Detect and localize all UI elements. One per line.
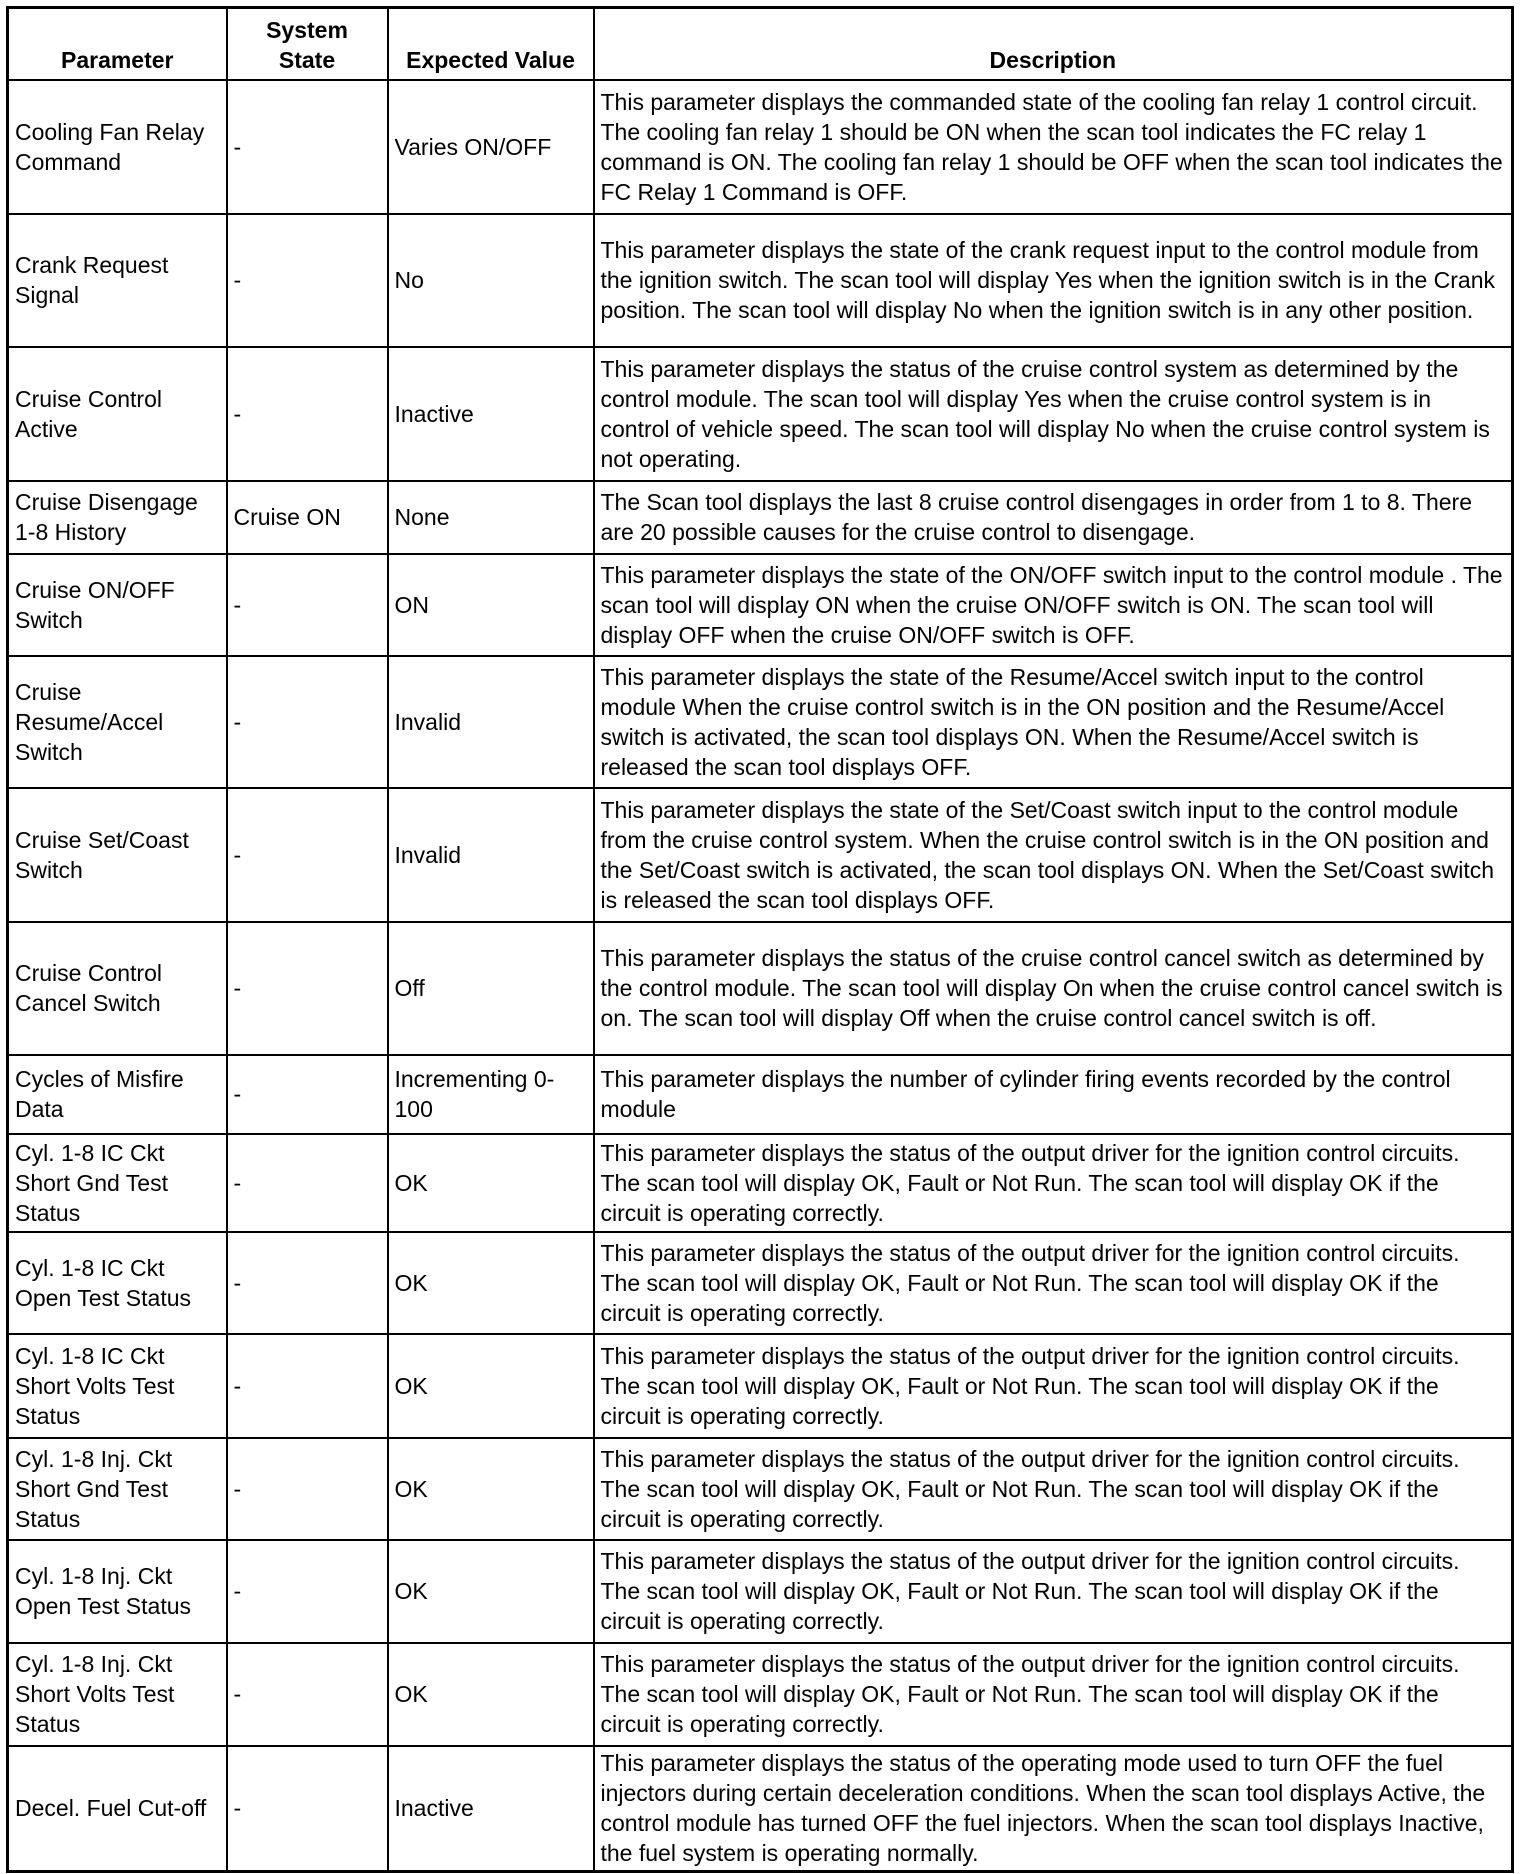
expected-value-cell: ON [388, 554, 594, 656]
description-cell: This parameter displays the status of the cruise control cancel switch as determined by the control module. The scan tool will display On when the cruise control cancel switch is on. The scan tool will display Off when the cruise control cancel switch is off. [594, 922, 1513, 1055]
description-cell: This parameter displays the state of the ON/OFF switch input to the control module . The scan tool will display ON when the cruise ON/OFF switch is ON. The scan tool will display OFF when the cruise ON/OFF switch is OFF. [594, 554, 1513, 656]
expected-value-cell: No [388, 214, 594, 347]
system-state-cell: - [227, 80, 388, 214]
expected-value-cell: Inactive [388, 347, 594, 481]
parameter-cell: Cyl. 1-8 IC Ckt Open Test Status [8, 1232, 227, 1334]
table-row [8, 1438, 1513, 1540]
header-expected-value: Expected Value [388, 8, 594, 80]
description-cell: This parameter displays the state of the crank request input to the control module from the ignition switch. The scan tool will display Yes when the ignition switch is in the Crank position. The scan tool will display No when the ignition switch is in any other position. [594, 214, 1513, 347]
system-state-cell: - [227, 656, 388, 788]
expected-value-cell: Off [388, 922, 594, 1055]
parameter-cell: Cyl. 1-8 IC Ckt Short Gnd Test Status [8, 1134, 227, 1232]
parameter-cell: Cruise Set/Coast Switch [8, 788, 227, 922]
system-state-cell: - [227, 1232, 388, 1334]
parameter-table [6, 6, 1514, 1873]
expected-value-cell: OK [388, 1540, 594, 1643]
system-state-cell: - [227, 1540, 388, 1643]
header-description: Description [594, 8, 1513, 80]
parameter-cell: Cycles of Misfire Data [8, 1055, 227, 1134]
description-cell: This parameter displays the number of cylinder firing events recorded by the control module [594, 1055, 1513, 1134]
expected-value-cell: Inactive [388, 1746, 594, 1872]
header-system-state: System State [227, 8, 388, 80]
table-row [8, 1746, 1513, 1872]
parameter-cell: Cruise Disengage 1-8 History [8, 481, 227, 554]
parameter-cell: Cooling Fan Relay Command [8, 80, 227, 214]
description-cell: This parameter displays the status of the cruise control system as determined by the control module. The scan tool will display Yes when the cruise control system is in control of vehicle speed. The scan tool will display No when the cruise control system is not operating. [594, 347, 1513, 481]
system-state-cell: - [227, 1134, 388, 1232]
expected-value-cell: Varies ON/OFF [388, 80, 594, 214]
system-state-cell: - [227, 788, 388, 922]
description-cell: This parameter displays the status of the output driver for the ignition control circuits. The scan tool will display OK, Fault or Not Run. The scan tool will display OK if the circuit is operating correctly. [594, 1438, 1513, 1540]
expected-value-cell: Invalid [388, 656, 594, 788]
table-row [8, 214, 1513, 347]
table-row [8, 922, 1513, 1055]
system-state-cell: - [227, 922, 388, 1055]
table-row [8, 347, 1513, 481]
system-state-cell: - [227, 347, 388, 481]
table-row [8, 1334, 1513, 1438]
parameter-cell: Cyl. 1-8 Inj. Ckt Open Test Status [8, 1540, 227, 1643]
parameter-cell: Cyl. 1-8 Inj. Ckt Short Volts Test Status [8, 1643, 227, 1746]
expected-value-cell: Invalid [388, 788, 594, 922]
table-row [8, 1134, 1513, 1232]
description-cell: This parameter displays the status of the operating mode used to turn OFF the fuel injectors during certain deceleration conditions. When the scan tool displays Active, the control module has turned OFF the fuel injectors. When the scan tool displays Inactive, the fuel system is operating normally. [594, 1746, 1513, 1872]
table-row [8, 1643, 1513, 1746]
expected-value-cell: Incrementing 0-100 [388, 1055, 594, 1134]
system-state-cell: Cruise ON [227, 481, 388, 554]
description-cell: This parameter displays the commanded state of the cooling fan relay 1 control circuit. The cooling fan relay 1 should be ON when the scan tool indicates the FC relay 1 command is ON. The cooling fan relay 1 should be OFF when the scan tool indicates the FC Relay 1 Command is OFF. [594, 80, 1513, 214]
table-row [8, 788, 1513, 922]
parameter-cell: Cruise Resume/Accel Switch [8, 656, 227, 788]
parameter-cell: Cyl. 1-8 IC Ckt Short Volts Test Status [8, 1334, 227, 1438]
system-state-cell: - [227, 214, 388, 347]
expected-value-cell: OK [388, 1438, 594, 1540]
system-state-cell: - [227, 1643, 388, 1746]
description-cell: This parameter displays the status of the output driver for the ignition control circuits. The scan tool will display OK, Fault or Not Run. The scan tool will display OK if the circuit is operating correctly. [594, 1232, 1513, 1334]
parameter-cell: Cruise Control Cancel Switch [8, 922, 227, 1055]
description-cell: This parameter displays the status of the output driver for the ignition control circuits. The scan tool will display OK, Fault or Not Run. The scan tool will display OK if the circuit is operating correctly. [594, 1540, 1513, 1643]
expected-value-cell: None [388, 481, 594, 554]
description-cell: This parameter displays the status of the output driver for the ignition control circuits. The scan tool will display OK, Fault or Not Run. The scan tool will display OK if the circuit is operating correctly. [594, 1134, 1513, 1232]
description-cell: This parameter displays the state of the Resume/Accel switch input to the control module When the cruise control switch is in the ON position and the Resume/Accel switch is activated, the scan tool displays ON. When the Resume/Accel switch is released the scan tool displays OFF. [594, 656, 1513, 788]
system-state-cell: - [227, 1055, 388, 1134]
table-row [8, 656, 1513, 788]
expected-value-cell: OK [388, 1334, 594, 1438]
table-row [8, 1232, 1513, 1334]
expected-value-cell: OK [388, 1232, 594, 1334]
system-state-cell: - [227, 1438, 388, 1540]
parameter-cell: Decel. Fuel Cut-off [8, 1746, 227, 1872]
header-row [8, 8, 1513, 80]
table-row [8, 1055, 1513, 1134]
table-row [8, 481, 1513, 554]
description-cell: This parameter displays the status of the output driver for the ignition control circuits. The scan tool will display OK, Fault or Not Run. The scan tool will display OK if the circuit is operating correctly. [594, 1643, 1513, 1746]
parameter-cell: Cruise Control Active [8, 347, 227, 481]
parameter-cell: Crank Request Signal [8, 214, 227, 347]
description-cell: This parameter displays the status of the output driver for the ignition control circuits. The scan tool will display OK, Fault or Not Run. The scan tool will display OK if the circuit is operating correctly. [594, 1334, 1513, 1438]
description-cell: The Scan tool displays the last 8 cruise control disengages in order from 1 to 8. There are 20 possible causes for the cruise control to disengage. [594, 481, 1513, 554]
table-row [8, 80, 1513, 214]
table-row [8, 1540, 1513, 1643]
table-row [8, 554, 1513, 656]
header-parameter: Parameter [8, 8, 227, 80]
expected-value-cell: OK [388, 1134, 594, 1232]
system-state-cell: - [227, 1746, 388, 1872]
expected-value-cell: OK [388, 1643, 594, 1746]
parameter-cell: Cruise ON/OFF Switch [8, 554, 227, 656]
description-cell: This parameter displays the state of the Set/Coast switch input to the control module from the cruise control system. When the cruise control switch is in the ON position and the Set/Coast switch is activated, the scan tool displays ON. When the Set/Coast switch is released the scan tool displays OFF. [594, 788, 1513, 922]
system-state-cell: - [227, 1334, 388, 1438]
parameter-cell: Cyl. 1-8 Inj. Ckt Short Gnd Test Status [8, 1438, 227, 1540]
system-state-cell: - [227, 554, 388, 656]
